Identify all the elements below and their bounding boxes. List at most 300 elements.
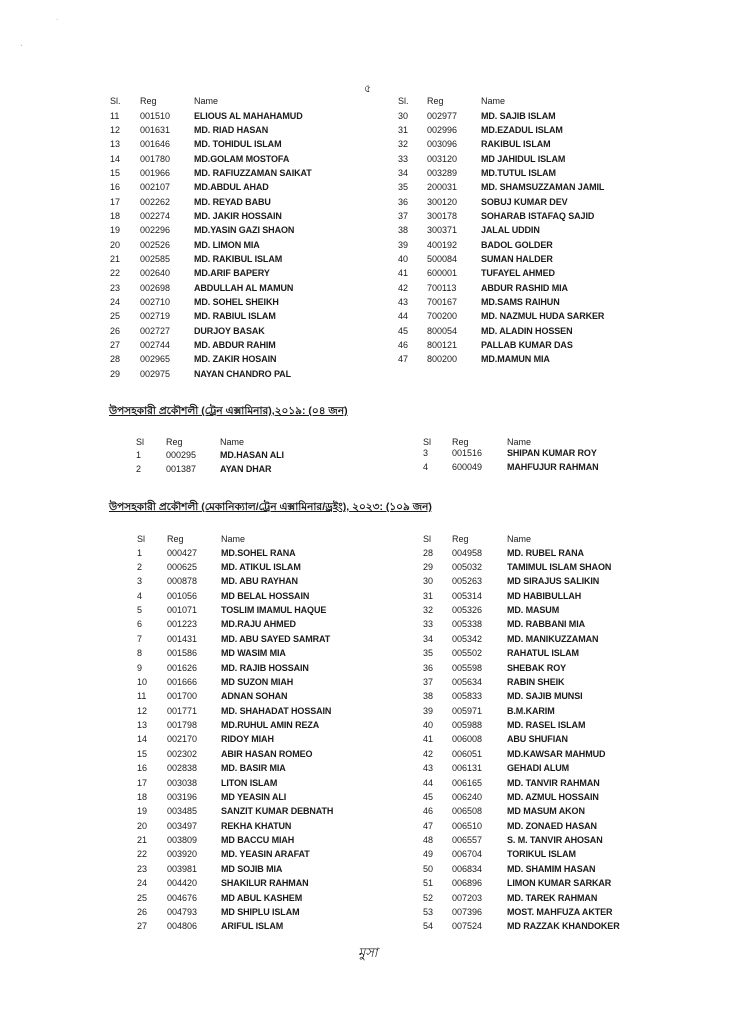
candidate-name: ABIR HASAN ROMEO xyxy=(221,748,313,759)
registration-number: 001798 xyxy=(167,720,198,731)
candidate-name: MD. SHAMIM HASAN xyxy=(507,863,596,874)
table-row xyxy=(0,123,730,137)
table-row xyxy=(0,790,730,804)
candidate-name: MD. RABBANI MIA xyxy=(507,619,585,630)
serial-number: 31 xyxy=(423,590,434,601)
candidate-name: MD. RAKIBUL ISLAM xyxy=(194,254,283,264)
registration-number: 007203 xyxy=(452,892,483,903)
serial-number: 22 xyxy=(110,268,121,279)
registration-number: 200031 xyxy=(427,182,458,193)
serial-number: 25 xyxy=(137,892,148,903)
registration-number: 005598 xyxy=(452,662,483,673)
registration-number: 400192 xyxy=(427,239,458,250)
registration-number: 800200 xyxy=(427,354,458,365)
candidate-name: ADNAN SOHAN xyxy=(221,691,288,702)
table-row xyxy=(0,761,730,775)
registration-number: 700167 xyxy=(427,297,458,308)
candidate-name: TORIKUL ISLAM xyxy=(507,849,576,860)
table-row xyxy=(0,833,730,847)
candidate-name: SHIPAN KUMAR ROY xyxy=(507,448,597,458)
serial-number: 13 xyxy=(110,139,121,150)
table-row xyxy=(0,166,730,180)
registration-number: 001966 xyxy=(140,167,171,178)
table-header xyxy=(0,94,730,108)
candidate-name: LITON ISLAM xyxy=(221,777,278,788)
serial-number: 23 xyxy=(137,863,148,874)
registration-number: 005338 xyxy=(452,619,483,630)
serial-number: 1 xyxy=(136,450,142,460)
registration-number: 001700 xyxy=(167,691,198,702)
serial-number: 33 xyxy=(398,153,409,164)
registration-number: 006896 xyxy=(452,878,483,889)
candidate-name: MD. SOHEL SHEIKH xyxy=(194,297,279,308)
registration-number: 800054 xyxy=(427,325,458,336)
serial-number: 34 xyxy=(398,167,409,178)
candidate-name: MD JAHIDUL ISLAM xyxy=(481,153,566,164)
candidate-name: TOSLIM IMAMUL HAQUE xyxy=(221,605,327,616)
candidate-name: RAHATUL ISLAM xyxy=(507,648,579,659)
registration-number: 001666 xyxy=(167,676,198,687)
table-row xyxy=(0,661,730,675)
serial-number: 32 xyxy=(398,139,409,150)
candidate-name: GEHADI ALUM xyxy=(507,763,570,774)
serial-number: 13 xyxy=(137,720,148,731)
registration-number: 003485 xyxy=(167,806,198,817)
registration-number: 002838 xyxy=(167,763,198,774)
registration-number: 004806 xyxy=(167,921,198,932)
candidate-name: S. M. TANVIR AHOSAN xyxy=(507,835,603,846)
serial-number: 17 xyxy=(110,196,121,207)
registration-number: 001626 xyxy=(167,662,198,673)
table-row xyxy=(0,352,730,366)
table-row xyxy=(0,747,730,761)
registration-number: 001431 xyxy=(167,633,198,644)
serial-number: 15 xyxy=(137,748,148,759)
registration-number: 003920 xyxy=(167,849,198,860)
registration-number: 002585 xyxy=(140,254,171,264)
candidate-name: MD. SHAHADAT HOSSAIN xyxy=(221,705,332,716)
candidate-name: SANZIT KUMAR DEBNATH xyxy=(221,806,334,817)
registration-number: 004958 xyxy=(452,547,483,558)
candidate-name: MD HABIBULLAH xyxy=(507,590,582,601)
candidate-name: MD BACCU MIAH xyxy=(221,835,295,846)
registration-number: 001780 xyxy=(140,153,171,164)
candidate-name: MD BELAL HOSSAIN xyxy=(221,590,310,601)
candidate-name: MD.HASAN ALI xyxy=(220,450,284,460)
serial-number: 52 xyxy=(423,892,434,903)
registration-number: 002302 xyxy=(167,748,198,759)
registration-number: 600049 xyxy=(452,462,483,472)
registration-number: 006131 xyxy=(452,763,483,774)
table-row xyxy=(0,223,730,237)
serial-number: 18 xyxy=(137,791,148,802)
table-row xyxy=(0,295,730,309)
serial-number: 36 xyxy=(423,662,434,673)
table-row xyxy=(0,617,730,631)
section-2-title: উপসহকারী প্রকৌশলী (ট্রেন এক্সামিনার),২০১৯: (০৪ জন) xyxy=(109,405,348,417)
header-reg: Reg xyxy=(167,534,184,544)
table-row xyxy=(0,876,730,890)
candidate-name: MD.RUHUL AMIN REZA xyxy=(221,720,320,731)
serial-number: 54 xyxy=(423,921,434,932)
serial-number: 38 xyxy=(398,225,409,236)
candidate-name: MD.TUTUL ISLAM xyxy=(481,167,556,178)
table-row xyxy=(0,675,730,689)
serial-number: 26 xyxy=(137,907,148,917)
serial-number: 30 xyxy=(423,576,434,587)
table-row xyxy=(0,238,730,252)
serial-number: 14 xyxy=(110,153,121,164)
candidate-name: MD YEASIN ALI xyxy=(221,791,287,802)
candidate-name: MD. ABU RAYHAN xyxy=(221,576,298,587)
table-row xyxy=(0,446,730,460)
table-row xyxy=(0,574,730,588)
registration-number: 005342 xyxy=(452,633,483,644)
table-row xyxy=(0,632,730,646)
candidate-name: MD MASUM AKON xyxy=(507,806,585,817)
candidate-name: MD. RAFIUZZAMAN SAIKAT xyxy=(194,167,312,178)
registration-number: 000625 xyxy=(167,561,198,572)
candidate-name: ELIOUS AL MAHAHAMUD xyxy=(194,110,303,121)
serial-number: 20 xyxy=(110,239,121,250)
candidate-name: MD SUZON MIAH xyxy=(221,676,294,687)
serial-number: 37 xyxy=(398,210,409,221)
candidate-name: MD. MASUM xyxy=(507,605,560,616)
candidate-name: TAMIMUL ISLAM SHAON xyxy=(507,561,612,572)
table-row xyxy=(0,804,730,818)
serial-number: 23 xyxy=(110,282,121,293)
serial-number: 34 xyxy=(423,633,434,644)
candidate-name: MD. YEASIN ARAFAT xyxy=(221,849,310,860)
registration-number: 004793 xyxy=(167,907,198,917)
table-row xyxy=(0,109,730,123)
table-row xyxy=(0,862,730,876)
serial-number: 35 xyxy=(398,182,409,193)
serial-number: 41 xyxy=(423,734,434,745)
registration-number: 001056 xyxy=(167,590,198,601)
serial-number: 51 xyxy=(423,878,434,889)
registration-number: 005833 xyxy=(452,691,483,702)
registration-number: 006704 xyxy=(452,849,483,860)
candidate-name: MD. JAKIR HOSSAIN xyxy=(194,210,282,221)
registration-number: 700200 xyxy=(427,311,458,322)
serial-number: 21 xyxy=(110,254,121,264)
candidate-name: ABDUR RASHID MIA xyxy=(481,282,568,293)
serial-number: 45 xyxy=(423,791,434,802)
candidate-name: MD SHIPLU ISLAM xyxy=(221,907,300,917)
registration-number: 003981 xyxy=(167,863,198,874)
header-name: Name xyxy=(481,96,506,106)
header-name: Name xyxy=(194,96,219,106)
registration-number: 004420 xyxy=(167,878,198,889)
header-name: Name xyxy=(220,437,245,447)
candidate-name: MD.ABDUL AHAD xyxy=(194,182,269,193)
header-sl: Sl xyxy=(423,437,432,447)
candidate-name: LIMON KUMAR SARKAR xyxy=(507,878,612,889)
table-row xyxy=(0,819,730,833)
header-reg: Reg xyxy=(452,534,469,544)
registration-number: 003289 xyxy=(427,167,458,178)
serial-number: 29 xyxy=(110,368,121,379)
table-row xyxy=(0,281,730,295)
candidate-name: MD.EZADUL ISLAM xyxy=(481,124,563,135)
registration-number: 006240 xyxy=(452,791,483,802)
header-reg: Reg xyxy=(452,437,469,447)
serial-number: 46 xyxy=(398,340,409,351)
table-row xyxy=(0,309,730,323)
table-row xyxy=(0,152,730,166)
candidate-name: MD SOJIB MIA xyxy=(221,863,283,874)
table-row xyxy=(0,460,730,474)
serial-number: 42 xyxy=(398,282,409,293)
serial-number: 45 xyxy=(398,325,409,336)
registration-number: 005326 xyxy=(452,605,483,616)
table-row xyxy=(0,919,730,933)
serial-number: 12 xyxy=(110,124,121,135)
registration-number: 001223 xyxy=(167,619,198,630)
candidate-name: MD. RAJIB HOSSAIN xyxy=(221,662,309,673)
table-header xyxy=(0,532,730,546)
serial-number: 4 xyxy=(423,462,429,472)
registration-number: 006508 xyxy=(452,806,483,817)
serial-number: 11 xyxy=(137,691,147,702)
table-row xyxy=(0,718,730,732)
registration-number: 005263 xyxy=(452,576,483,587)
table-row xyxy=(0,367,730,381)
table-row xyxy=(0,209,730,223)
registration-number: 001586 xyxy=(167,648,198,659)
table-row xyxy=(0,195,730,209)
registration-number: 007524 xyxy=(452,921,483,932)
candidate-name: MD. ZONAED HASAN xyxy=(507,820,597,831)
table-row xyxy=(0,732,730,746)
table-row xyxy=(0,603,730,617)
table-row xyxy=(0,689,730,703)
candidate-name: RABIN SHEIK xyxy=(507,676,565,687)
registration-number: 006008 xyxy=(452,734,483,745)
candidate-name: MD. TOHIDUL ISLAM xyxy=(194,139,282,150)
header-name: Name xyxy=(221,534,246,544)
serial-number: 17 xyxy=(137,777,148,788)
candidate-name: MD WASIM MIA xyxy=(221,648,286,659)
candidate-name: MD. SHAMSUZZAMAN JAMIL xyxy=(481,182,605,193)
candidate-name: MD. ABU SAYED SAMRAT xyxy=(221,633,331,644)
candidate-name: MD SIRAJUS SALIKIN xyxy=(507,576,600,587)
registration-number: 300120 xyxy=(427,196,458,207)
serial-number: 32 xyxy=(423,605,434,616)
candidate-name: SHEBAK ROY xyxy=(507,662,567,673)
serial-number: 53 xyxy=(423,907,434,917)
header-sl: Sl. xyxy=(398,96,409,106)
registration-number: 006165 xyxy=(452,777,483,788)
serial-number: 36 xyxy=(398,196,409,207)
registration-number: 005971 xyxy=(452,705,483,716)
registration-number: 300178 xyxy=(427,210,458,221)
table-row xyxy=(0,589,730,603)
serial-number: 46 xyxy=(423,806,434,817)
candidate-name: MD. LIMON MIA xyxy=(194,239,260,250)
serial-number: 43 xyxy=(423,763,434,774)
serial-number: 2 xyxy=(136,464,142,474)
registration-number: 002977 xyxy=(427,110,458,121)
registration-number: 003038 xyxy=(167,777,198,788)
registration-number: 006557 xyxy=(452,835,483,846)
registration-number: 002262 xyxy=(140,196,171,207)
registration-number: 004676 xyxy=(167,892,198,903)
candidate-name: REKHA KHATUN xyxy=(221,820,292,831)
registration-number: 007396 xyxy=(452,907,483,917)
serial-number: 9 xyxy=(137,662,143,673)
serial-number: 28 xyxy=(110,354,121,365)
serial-number: 22 xyxy=(137,849,148,860)
candidate-name: ARIFUL ISLAM xyxy=(221,921,284,932)
registration-number: 700113 xyxy=(427,282,457,293)
serial-number: 49 xyxy=(423,849,434,860)
registration-number: 002710 xyxy=(140,297,171,308)
table-row xyxy=(0,252,730,266)
candidate-name: MOST. MAHFUZA AKTER xyxy=(507,907,613,917)
serial-number: 38 xyxy=(423,691,434,702)
header-reg: Reg xyxy=(140,96,157,106)
serial-number: 44 xyxy=(398,311,409,322)
serial-number: 50 xyxy=(423,863,434,874)
serial-number: 35 xyxy=(423,648,434,659)
header-name: Name xyxy=(507,534,532,544)
table-row xyxy=(0,324,730,338)
registration-number: 002698 xyxy=(140,282,171,293)
serial-number: 20 xyxy=(137,820,148,831)
serial-number: 42 xyxy=(423,748,434,759)
candidate-name: MD.ARIF BAPERY xyxy=(194,268,270,279)
registration-number: 001071 xyxy=(167,605,198,616)
registration-number: 003120 xyxy=(427,153,458,164)
serial-number: 27 xyxy=(110,340,121,351)
registration-number: 003196 xyxy=(167,791,198,802)
serial-number: 3 xyxy=(137,576,143,587)
registration-number: 002975 xyxy=(140,368,171,379)
candidate-name: MD. RUBEL RANA xyxy=(507,547,584,558)
serial-number: 26 xyxy=(110,325,121,336)
serial-number: 43 xyxy=(398,297,409,308)
candidate-name: SHAKILUR RAHMAN xyxy=(221,878,309,889)
candidate-name: MD. SAJIB ISLAM xyxy=(481,110,556,121)
candidate-name: B.M.KARIM xyxy=(507,705,555,716)
serial-number: 4 xyxy=(137,590,143,601)
serial-number: 29 xyxy=(423,561,434,572)
registration-number: 600001 xyxy=(427,268,458,279)
serial-number: 19 xyxy=(110,225,121,236)
table-row xyxy=(0,180,730,194)
candidate-name: MD.YASIN GAZI SHAON xyxy=(194,225,295,236)
candidate-name: MD. RASEL ISLAM xyxy=(507,720,586,731)
header-sl: Sl xyxy=(137,534,146,544)
registration-number: 005314 xyxy=(452,590,483,601)
candidate-name: MD.RAJU AHMED xyxy=(221,619,296,630)
serial-number: 37 xyxy=(423,676,434,687)
registration-number: 001646 xyxy=(140,139,171,150)
registration-number: 005032 xyxy=(452,561,483,572)
serial-number: 8 xyxy=(137,648,143,659)
candidate-name: MD ABUL KASHEM xyxy=(221,892,303,903)
registration-number: 800121 xyxy=(427,340,458,351)
serial-number: 27 xyxy=(137,921,148,932)
serial-number: 28 xyxy=(423,547,434,558)
candidate-name: MD. REYAD BABU xyxy=(194,196,271,207)
candidate-name: DURJOY BASAK xyxy=(194,325,265,336)
serial-number: 5 xyxy=(137,605,143,616)
serial-number: 48 xyxy=(423,835,434,846)
registration-number: 002170 xyxy=(167,734,198,745)
registration-number: 003096 xyxy=(427,139,458,150)
candidate-name: MD. ZAKIR HOSAIN xyxy=(194,354,277,365)
registration-number: 000427 xyxy=(167,547,198,558)
candidate-name: BADOL GOLDER xyxy=(481,239,553,250)
candidate-name: MD RAZZAK KHANDOKER xyxy=(507,921,620,932)
candidate-name: SOHARAB ISTAFAQ SAJID xyxy=(481,210,595,221)
table-row xyxy=(0,546,730,560)
serial-number: 44 xyxy=(423,777,434,788)
header-reg: Reg xyxy=(427,96,444,106)
registration-number: 003809 xyxy=(167,835,198,846)
serial-number: 40 xyxy=(423,720,434,731)
serial-number: 16 xyxy=(110,182,121,193)
candidate-name: RIDOY MIAH xyxy=(221,734,274,745)
registration-number: 005988 xyxy=(452,720,483,731)
serial-number: 31 xyxy=(398,124,409,135)
registration-number: 001771 xyxy=(167,705,198,716)
registration-number: 002640 xyxy=(140,268,171,279)
serial-number: 11 xyxy=(110,110,120,121)
serial-number: 3 xyxy=(423,448,429,458)
candidate-name: MD.SAMS RAIHUN xyxy=(481,297,560,308)
serial-number: 7 xyxy=(137,633,143,644)
candidate-name: MD. SAJIB MUNSI xyxy=(507,691,583,702)
candidate-name: MD. RABIUL ISLAM xyxy=(194,311,276,322)
candidate-name: AYAN DHAR xyxy=(220,464,272,474)
header-sl: Sl xyxy=(136,437,145,447)
registration-number: 002526 xyxy=(140,239,171,250)
scan-mark: ˎ xyxy=(20,36,23,46)
candidate-name: MD. BASIR MIA xyxy=(221,763,286,774)
registration-number: 005502 xyxy=(452,648,483,659)
header-sl: Sl. xyxy=(110,96,121,106)
page-number: ৫ xyxy=(364,83,372,95)
section-3-title: উপসহকারী প্রকৌশলী (মেকানিক্যাল/ট্রেন এক্সামিনার/ড্রইং), ২০২৩: (১০৯ জন) xyxy=(109,501,432,513)
serial-number: 30 xyxy=(398,110,409,121)
candidate-name: JALAL UDDIN xyxy=(481,225,540,236)
candidate-name: TUFAYEL AHMED xyxy=(481,268,555,279)
table-row xyxy=(0,704,730,718)
table-row xyxy=(0,847,730,861)
table-row xyxy=(0,776,730,790)
serial-number: 39 xyxy=(398,239,409,250)
candidate-name: MD. TAREK RAHMAN xyxy=(507,892,598,903)
header-sl: Sl xyxy=(423,534,432,544)
registration-number: 001387 xyxy=(166,464,197,474)
header-name: Name xyxy=(507,437,532,447)
candidate-name: PALLAB KUMAR DAS xyxy=(481,340,573,351)
registration-number: 006510 xyxy=(452,820,483,831)
candidate-name: NAYAN CHANDRO PAL xyxy=(194,368,291,379)
registration-number: 002107 xyxy=(140,182,171,193)
candidate-name: MD. ALADIN HOSSEN xyxy=(481,325,573,336)
table-row xyxy=(0,266,730,280)
registration-number: 001631 xyxy=(140,124,171,135)
registration-number: 300371 xyxy=(427,225,458,236)
serial-number: 6 xyxy=(137,619,143,630)
table-row xyxy=(0,338,730,352)
registration-number: 500084 xyxy=(427,254,458,264)
